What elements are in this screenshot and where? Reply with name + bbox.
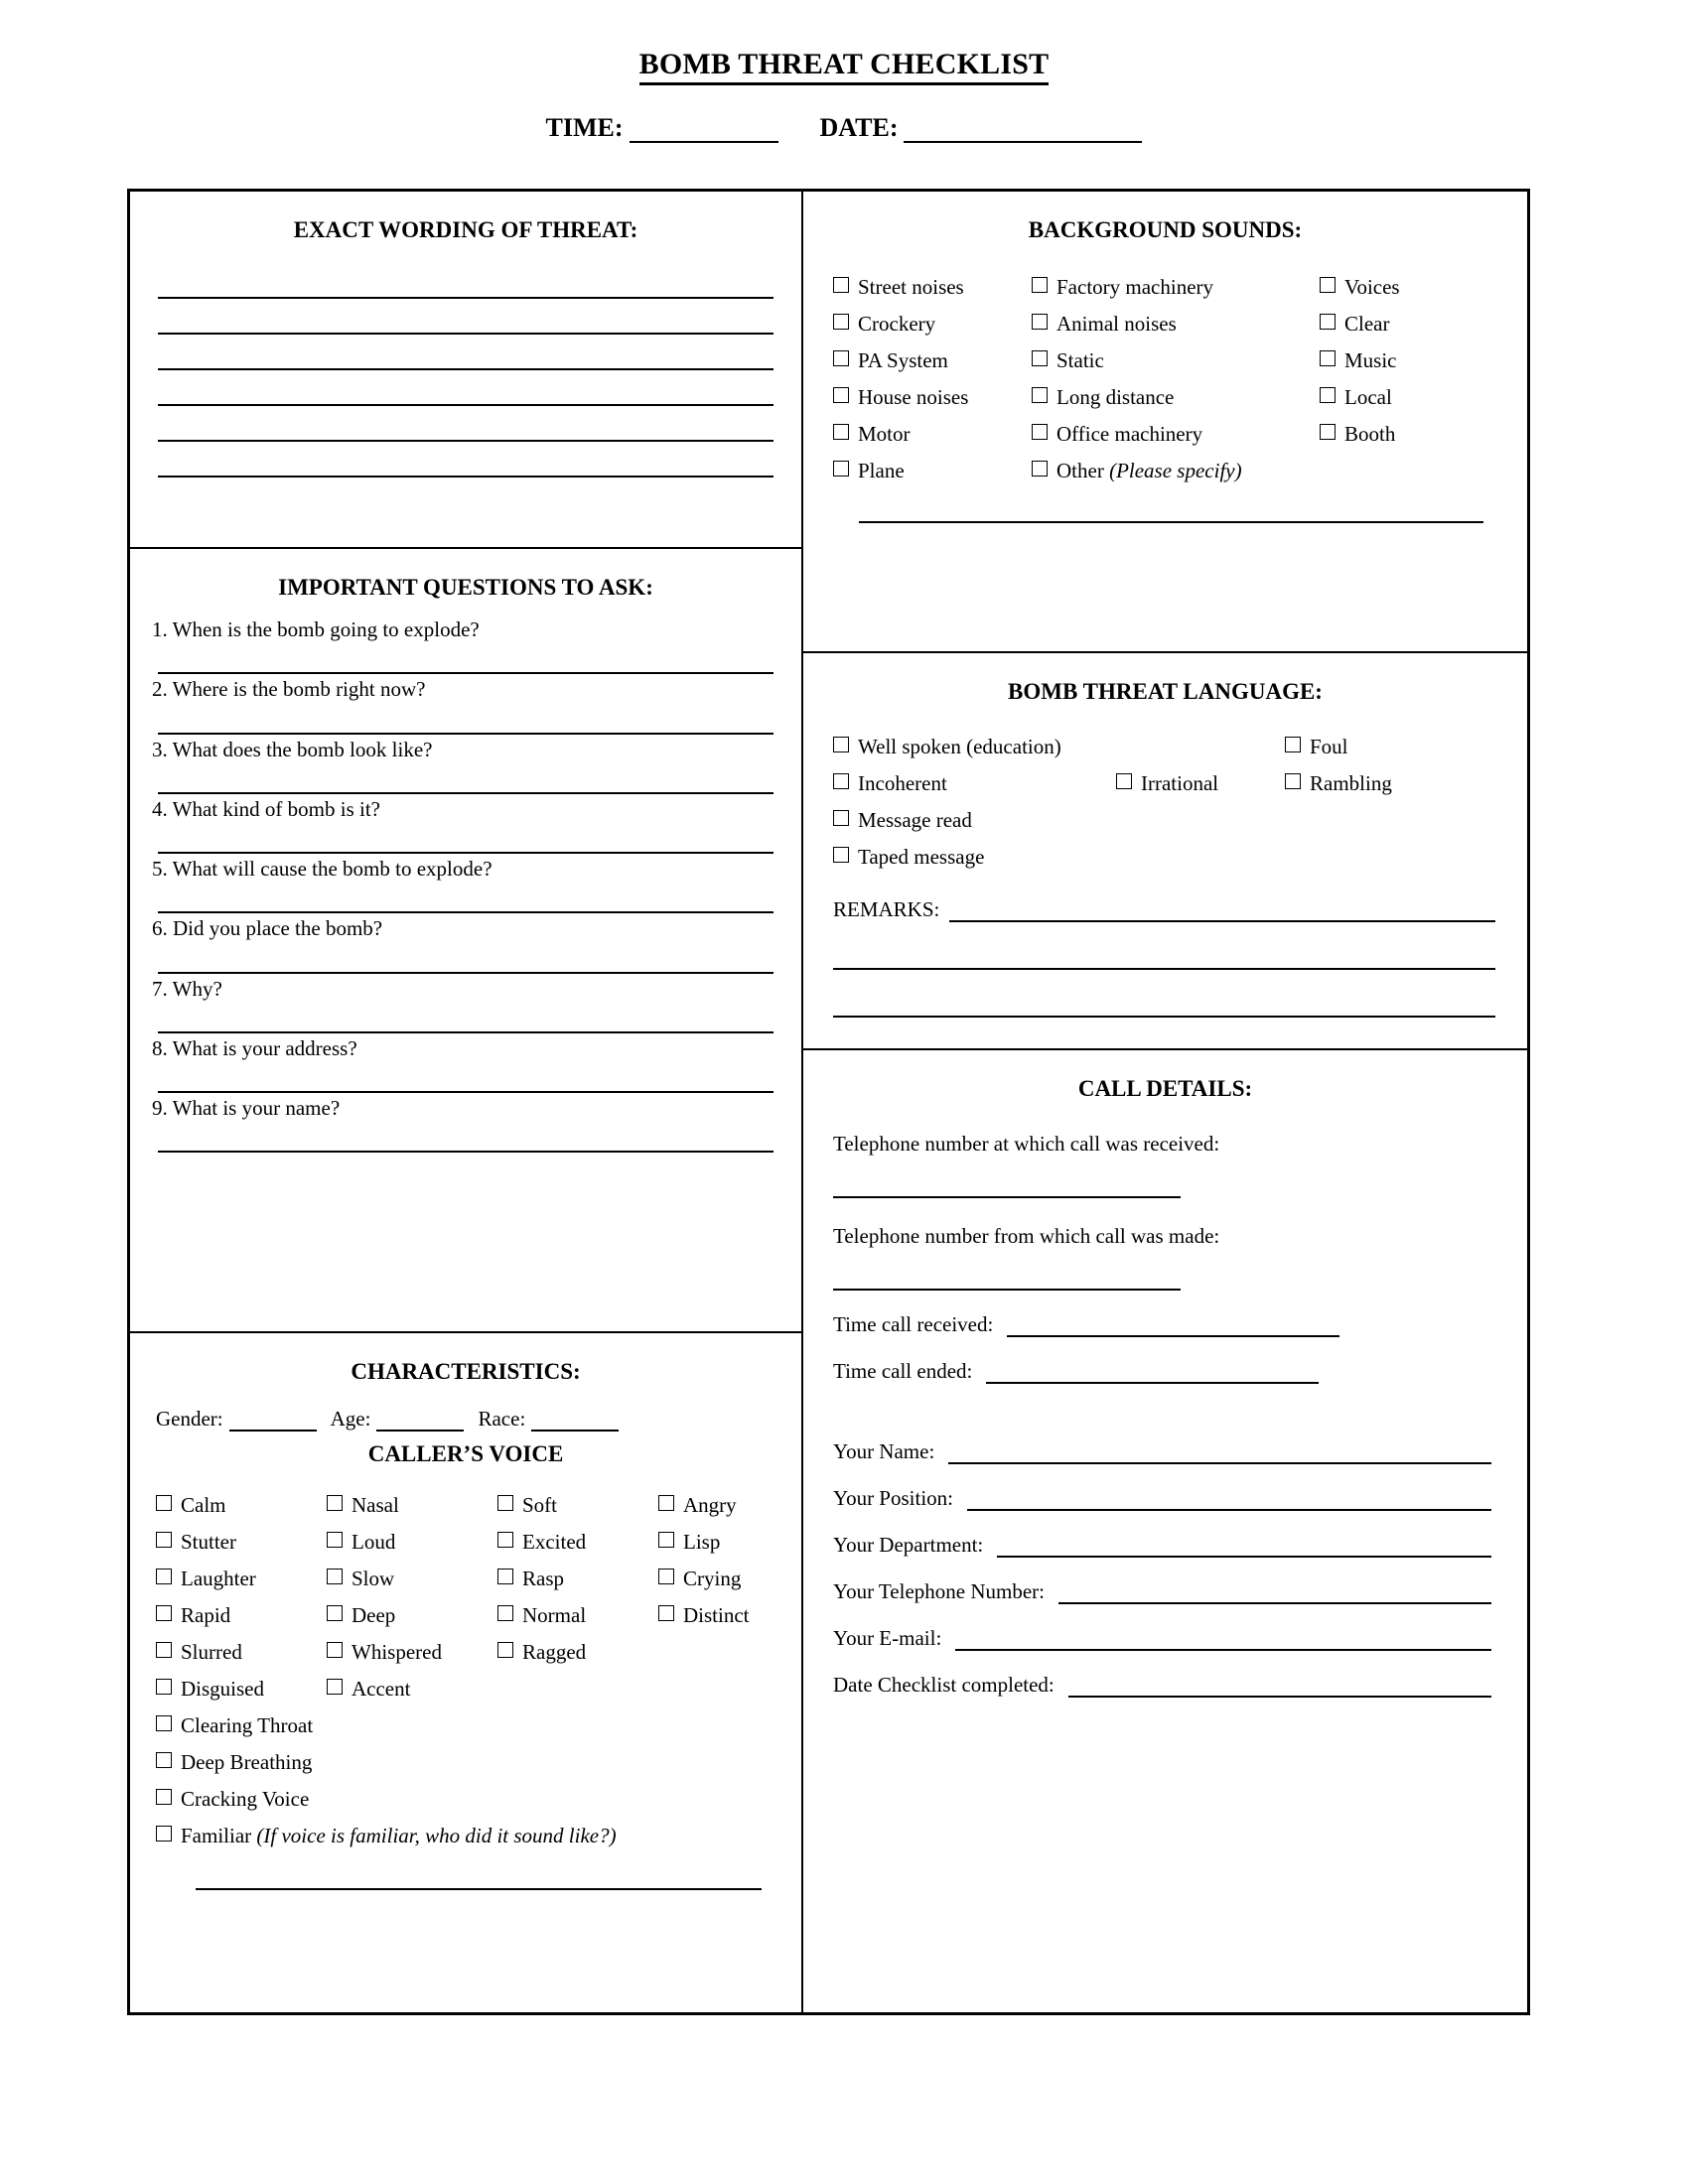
exact-wording-line[interactable] xyxy=(158,442,774,478)
checkbox-icon[interactable] xyxy=(327,1495,343,1511)
checklist-table xyxy=(127,189,1530,2015)
date-completed-row xyxy=(825,1673,1505,1698)
background-sound-option[interactable] xyxy=(1320,416,1505,453)
background-sound-label: House noises xyxy=(858,385,969,409)
question-answer-line[interactable] xyxy=(158,1121,774,1153)
checkbox-icon[interactable] xyxy=(327,1532,343,1548)
checkbox-icon[interactable] xyxy=(156,1605,172,1621)
question-item: 7. Why? xyxy=(152,976,222,1001)
gender-input[interactable] xyxy=(229,1409,317,1432)
question-list xyxy=(152,616,779,1153)
background-sound-option[interactable] xyxy=(1320,306,1505,342)
language-option[interactable] xyxy=(1116,765,1285,802)
language-option-label: Rambling xyxy=(1310,771,1392,795)
important-questions-title: IMPORTANT QUESTIONS TO ASK: xyxy=(278,575,653,600)
language-option-label: Well spoken (education) xyxy=(858,735,1061,758)
checkbox-icon[interactable] xyxy=(833,314,849,330)
voice-option-label: Stutter xyxy=(181,1530,236,1554)
background-sound-label: Voices xyxy=(1344,275,1400,299)
exact-wording-line[interactable] xyxy=(158,263,774,299)
checkbox-icon[interactable] xyxy=(156,1569,172,1584)
voice-option-label: Distinct xyxy=(683,1603,750,1627)
voice-option[interactable] xyxy=(156,1561,327,1597)
background-sound-label: Music xyxy=(1344,348,1397,372)
time-input[interactable] xyxy=(630,114,778,143)
background-sound-label: Office machinery xyxy=(1056,422,1203,446)
checkbox-icon[interactable] xyxy=(1032,387,1048,403)
background-sounds-options xyxy=(825,269,1505,489)
voice-option-label: Crying xyxy=(683,1567,742,1590)
checkbox-icon[interactable] xyxy=(833,424,849,440)
question-item: 2. Where is the bomb right now? xyxy=(152,677,426,702)
your-department-input[interactable] xyxy=(997,1535,1491,1558)
voice-option-label: Lisp xyxy=(683,1530,721,1554)
question-answer-line[interactable] xyxy=(158,762,774,794)
time-ended-label: Time call ended: xyxy=(833,1359,973,1383)
background-sound-label: Factory machinery xyxy=(1056,275,1214,299)
exact-wording-title: EXACT WORDING OF THREAT: xyxy=(293,217,638,242)
voice-option-label: Clearing Throat xyxy=(181,1713,314,1737)
call-details-section xyxy=(803,1050,1527,2012)
voice-option-label: Slow xyxy=(352,1567,395,1590)
checkbox-icon[interactable] xyxy=(1116,773,1132,789)
date-input[interactable] xyxy=(904,114,1142,143)
background-sound-option[interactable] xyxy=(1032,379,1320,416)
background-sound-label: Long distance xyxy=(1056,385,1175,409)
date-completed-label: Date Checklist completed: xyxy=(833,1673,1055,1697)
your-position-label: Your Position: xyxy=(833,1486,953,1510)
remarks-row xyxy=(825,897,1505,922)
language-title: BOMB THREAT LANGUAGE: xyxy=(1008,679,1323,704)
checkbox-icon[interactable] xyxy=(833,461,849,477)
voice-option-label: Calm xyxy=(181,1493,226,1517)
voice-option[interactable] xyxy=(327,1487,497,1524)
checkbox-icon[interactable] xyxy=(327,1569,343,1584)
time-received-label: Time call received: xyxy=(833,1312,994,1336)
language-section xyxy=(803,653,1527,1050)
checkbox-icon[interactable] xyxy=(156,1826,172,1842)
characteristics-title: CHARACTERISTICS: xyxy=(351,1359,581,1384)
question-answer-line[interactable] xyxy=(158,942,774,974)
background-sound-option[interactable] xyxy=(833,453,1032,489)
voice-option[interactable] xyxy=(156,1744,497,1781)
checkbox-icon[interactable] xyxy=(833,350,849,366)
checkbox-icon[interactable] xyxy=(497,1642,513,1658)
other-label: Other xyxy=(1056,459,1104,482)
made-number-label: Telephone number from which call was made: xyxy=(833,1224,1220,1248)
voice-option[interactable] xyxy=(156,1524,327,1561)
received-number-label: Telephone number at which call was received: xyxy=(833,1132,1220,1156)
callers-voice-title: CALLER’S VOICE xyxy=(367,1441,564,1466)
checkbox-icon[interactable] xyxy=(156,1532,172,1548)
background-sound-option[interactable] xyxy=(833,306,1032,342)
background-sound-option[interactable] xyxy=(1032,306,1320,342)
checkbox-icon[interactable] xyxy=(833,387,849,403)
your-position-input[interactable] xyxy=(967,1488,1491,1511)
time-ended-input[interactable] xyxy=(986,1361,1319,1384)
age-input[interactable] xyxy=(376,1409,464,1432)
your-email-input[interactable] xyxy=(955,1628,1491,1651)
checkbox-icon[interactable] xyxy=(1320,387,1336,403)
checkbox-icon[interactable] xyxy=(327,1605,343,1621)
exact-wording-line[interactable] xyxy=(158,335,774,370)
remarks-line[interactable] xyxy=(833,932,1495,970)
voice-option[interactable] xyxy=(497,1524,658,1561)
checkbox-icon[interactable] xyxy=(497,1532,513,1548)
race-label: Race: xyxy=(478,1407,526,1431)
other-note: (Please specify) xyxy=(1109,459,1242,482)
voice-option[interactable] xyxy=(327,1524,497,1561)
background-sound-label: Clear xyxy=(1344,312,1390,336)
your-position-row xyxy=(825,1486,1505,1511)
voice-option[interactable] xyxy=(327,1561,497,1597)
checkbox-icon[interactable] xyxy=(833,847,849,863)
voice-option[interactable] xyxy=(156,1671,327,1707)
voice-option-familiar[interactable] xyxy=(152,1818,779,1854)
voice-option[interactable] xyxy=(497,1561,658,1597)
checkbox-icon[interactable] xyxy=(833,277,849,293)
language-option[interactable] xyxy=(1285,729,1505,765)
checkbox-icon[interactable] xyxy=(156,1642,172,1658)
exact-wording-section xyxy=(130,192,801,549)
gender-label: Gender: xyxy=(156,1407,223,1431)
checkbox-icon[interactable] xyxy=(1032,277,1048,293)
question-item: 6. Did you place the bomb? xyxy=(152,916,383,941)
background-sound-option[interactable] xyxy=(1032,416,1320,453)
checkbox-icon[interactable] xyxy=(156,1752,172,1768)
voice-option-label: Ragged xyxy=(522,1640,587,1664)
checkbox-icon[interactable] xyxy=(156,1495,172,1511)
your-department-label: Your Department: xyxy=(833,1533,984,1557)
page-title xyxy=(0,0,1688,81)
voice-option-label: Laughter xyxy=(181,1567,256,1590)
background-sound-label: Animal noises xyxy=(1056,312,1177,336)
right-column xyxy=(803,192,1527,2012)
page-title-text: BOMB THREAT CHECKLIST xyxy=(639,48,1050,85)
checkbox-icon[interactable] xyxy=(1285,773,1301,789)
question-answer-line[interactable] xyxy=(158,642,774,674)
question-item: 5. What will cause the bomb to explode? xyxy=(152,857,492,881)
voice-option[interactable] xyxy=(156,1487,327,1524)
left-column xyxy=(130,192,803,2012)
language-option-label: Irrational xyxy=(1141,771,1219,795)
checkbox-icon[interactable] xyxy=(1032,350,1048,366)
checkbox-icon[interactable] xyxy=(1032,314,1048,330)
language-option-label: Foul xyxy=(1310,735,1348,758)
question-item: 1. When is the bomb going to explode? xyxy=(152,617,480,641)
important-questions-section xyxy=(130,549,801,1333)
voice-option[interactable] xyxy=(327,1634,497,1671)
your-department-row xyxy=(825,1533,1505,1558)
question-answer-line[interactable] xyxy=(158,822,774,854)
language-option[interactable] xyxy=(833,729,1285,765)
received-number-input[interactable] xyxy=(833,1157,1181,1198)
background-sound-label: Static xyxy=(1056,348,1104,372)
voice-option[interactable] xyxy=(497,1597,658,1634)
call-details-title: CALL DETAILS: xyxy=(1077,1076,1253,1101)
checkbox-icon[interactable] xyxy=(833,810,849,826)
voice-option-label: Soft xyxy=(522,1493,558,1517)
background-sound-option[interactable] xyxy=(833,416,1032,453)
background-sound-label: Street noises xyxy=(858,275,964,299)
checkbox-icon[interactable] xyxy=(1320,277,1336,293)
background-sounds-section xyxy=(803,192,1527,653)
voice-option-label: Normal xyxy=(522,1603,587,1627)
demographics-row xyxy=(152,1407,779,1432)
voice-option-label: Disguised xyxy=(181,1677,264,1701)
voice-option-label: Angry xyxy=(683,1493,737,1517)
voice-option[interactable] xyxy=(658,1561,779,1597)
voice-option-empty xyxy=(658,1634,779,1671)
voice-option[interactable] xyxy=(658,1487,779,1524)
background-sound-option[interactable] xyxy=(1032,342,1320,379)
background-sound-label: Plane xyxy=(858,459,905,482)
remarks-input[interactable] xyxy=(949,899,1495,922)
voice-option[interactable] xyxy=(156,1707,497,1744)
checkbox-icon[interactable] xyxy=(1032,424,1048,440)
your-telephone-row xyxy=(825,1579,1505,1604)
other-input-line[interactable] xyxy=(859,505,1483,523)
checkbox-icon[interactable] xyxy=(1320,350,1336,366)
voice-option[interactable] xyxy=(658,1597,779,1634)
background-sound-option[interactable] xyxy=(1320,379,1505,416)
checkbox-icon[interactable] xyxy=(156,1679,172,1695)
language-options xyxy=(825,729,1505,876)
checkbox-icon[interactable] xyxy=(1320,314,1336,330)
voice-option-label: Rasp xyxy=(522,1567,564,1590)
question-item: 8. What is your address? xyxy=(152,1035,357,1060)
checkbox-icon[interactable] xyxy=(833,773,849,789)
voice-option[interactable] xyxy=(497,1487,658,1524)
checkbox-icon[interactable] xyxy=(497,1605,513,1621)
voice-option[interactable] xyxy=(658,1524,779,1561)
your-email-label: Your E-mail: xyxy=(833,1626,942,1650)
background-sound-option-other[interactable] xyxy=(1032,453,1320,489)
voice-option[interactable] xyxy=(327,1597,497,1634)
date-completed-input[interactable] xyxy=(1068,1675,1491,1698)
exact-wording-line[interactable] xyxy=(158,299,774,335)
background-sound-option[interactable] xyxy=(1032,269,1320,306)
voice-option-label: Cracking Voice xyxy=(181,1787,310,1811)
question-answer-line[interactable] xyxy=(158,882,774,913)
familiar-note: (If voice is familiar, who did it sound like?) xyxy=(256,1824,617,1847)
familiar-input-line[interactable] xyxy=(196,1868,762,1890)
checkbox-icon[interactable] xyxy=(658,1532,674,1548)
callers-voice-options xyxy=(152,1487,779,1818)
time-label: TIME: xyxy=(545,113,624,142)
your-name-label: Your Name: xyxy=(833,1439,935,1463)
checkbox-icon[interactable] xyxy=(658,1569,674,1584)
language-option[interactable] xyxy=(833,839,1285,876)
background-sound-option[interactable] xyxy=(1320,342,1505,379)
your-name-input[interactable] xyxy=(948,1441,1491,1464)
time-received-input[interactable] xyxy=(1007,1314,1339,1337)
your-telephone-label: Your Telephone Number: xyxy=(833,1579,1045,1603)
question-answer-line[interactable] xyxy=(158,1061,774,1093)
question-item: 3. What does the bomb look like? xyxy=(152,737,433,761)
voice-option-label: Deep Breathing xyxy=(181,1750,313,1774)
voice-option[interactable] xyxy=(156,1597,327,1634)
characteristics-section xyxy=(130,1333,801,2012)
voice-option-label: Nasal xyxy=(352,1493,399,1517)
voice-option-label: Loud xyxy=(352,1530,396,1554)
language-option-label: Taped message xyxy=(858,845,985,869)
voice-option-label: Accent xyxy=(352,1677,411,1701)
background-sound-label: Motor xyxy=(858,422,911,446)
your-name-row xyxy=(825,1439,1505,1464)
background-sound-label: Local xyxy=(1344,385,1392,409)
question-item: 9. What is your name? xyxy=(152,1096,341,1120)
checkbox-icon[interactable] xyxy=(833,737,849,752)
question-answer-line[interactable] xyxy=(158,1002,774,1033)
spacer xyxy=(825,1384,1505,1418)
checkbox-icon[interactable] xyxy=(497,1495,513,1511)
checkbox-icon[interactable] xyxy=(327,1642,343,1658)
familiar-label: Familiar xyxy=(181,1824,252,1847)
checkbox-icon[interactable] xyxy=(658,1495,674,1511)
language-option-label: Incoherent xyxy=(858,771,947,795)
date-label: DATE: xyxy=(819,113,899,142)
exact-wording-line[interactable] xyxy=(158,370,774,406)
exact-wording-line[interactable] xyxy=(158,406,774,442)
checkbox-icon[interactable] xyxy=(497,1569,513,1584)
remarks-label: REMARKS: xyxy=(833,897,940,921)
checkbox-icon[interactable] xyxy=(658,1605,674,1621)
time-date-row xyxy=(0,113,1688,143)
question-answer-line[interactable] xyxy=(158,703,774,735)
your-telephone-input[interactable] xyxy=(1058,1581,1491,1604)
background-sound-label: PA System xyxy=(858,348,948,372)
remarks-line[interactable] xyxy=(833,980,1495,1018)
language-option-label: Message read xyxy=(858,808,972,832)
voice-option[interactable] xyxy=(156,1781,497,1818)
voice-option[interactable] xyxy=(156,1634,327,1671)
checkbox-icon[interactable] xyxy=(1285,737,1301,752)
time-received-row xyxy=(825,1312,1505,1337)
your-email-row xyxy=(825,1626,1505,1651)
checkbox-icon[interactable] xyxy=(1320,424,1336,440)
voice-option-label: Rapid xyxy=(181,1603,231,1627)
background-sound-option[interactable] xyxy=(833,269,1032,306)
time-ended-row xyxy=(825,1359,1505,1384)
checkbox-icon[interactable] xyxy=(1032,461,1048,477)
checkbox-icon[interactable] xyxy=(327,1679,343,1695)
race-input[interactable] xyxy=(531,1409,619,1432)
voice-option[interactable] xyxy=(327,1671,497,1707)
checkbox-icon[interactable] xyxy=(156,1715,172,1731)
background-sound-option-empty xyxy=(1320,453,1505,489)
background-sound-option[interactable] xyxy=(833,342,1032,379)
language-option[interactable] xyxy=(833,802,1116,839)
age-label: Age: xyxy=(330,1407,371,1431)
question-item: 4. What kind of bomb is it? xyxy=(152,796,381,821)
background-sound-option[interactable] xyxy=(1320,269,1505,306)
voice-option-label: Whispered xyxy=(352,1640,442,1664)
voice-option-label: Excited xyxy=(522,1530,587,1554)
voice-option-label: Deep xyxy=(352,1603,396,1627)
voice-option-label: Slurred xyxy=(181,1640,242,1664)
voice-option[interactable] xyxy=(497,1634,658,1671)
checkbox-icon[interactable] xyxy=(156,1789,172,1805)
background-sound-option[interactable] xyxy=(833,379,1032,416)
made-number-input[interactable] xyxy=(833,1249,1181,1291)
background-sound-label: Crockery xyxy=(858,312,936,336)
background-sound-label: Booth xyxy=(1344,422,1396,446)
language-option[interactable] xyxy=(1285,765,1505,802)
language-option[interactable] xyxy=(833,765,1116,802)
background-sounds-title: BACKGROUND SOUNDS: xyxy=(1028,217,1303,242)
